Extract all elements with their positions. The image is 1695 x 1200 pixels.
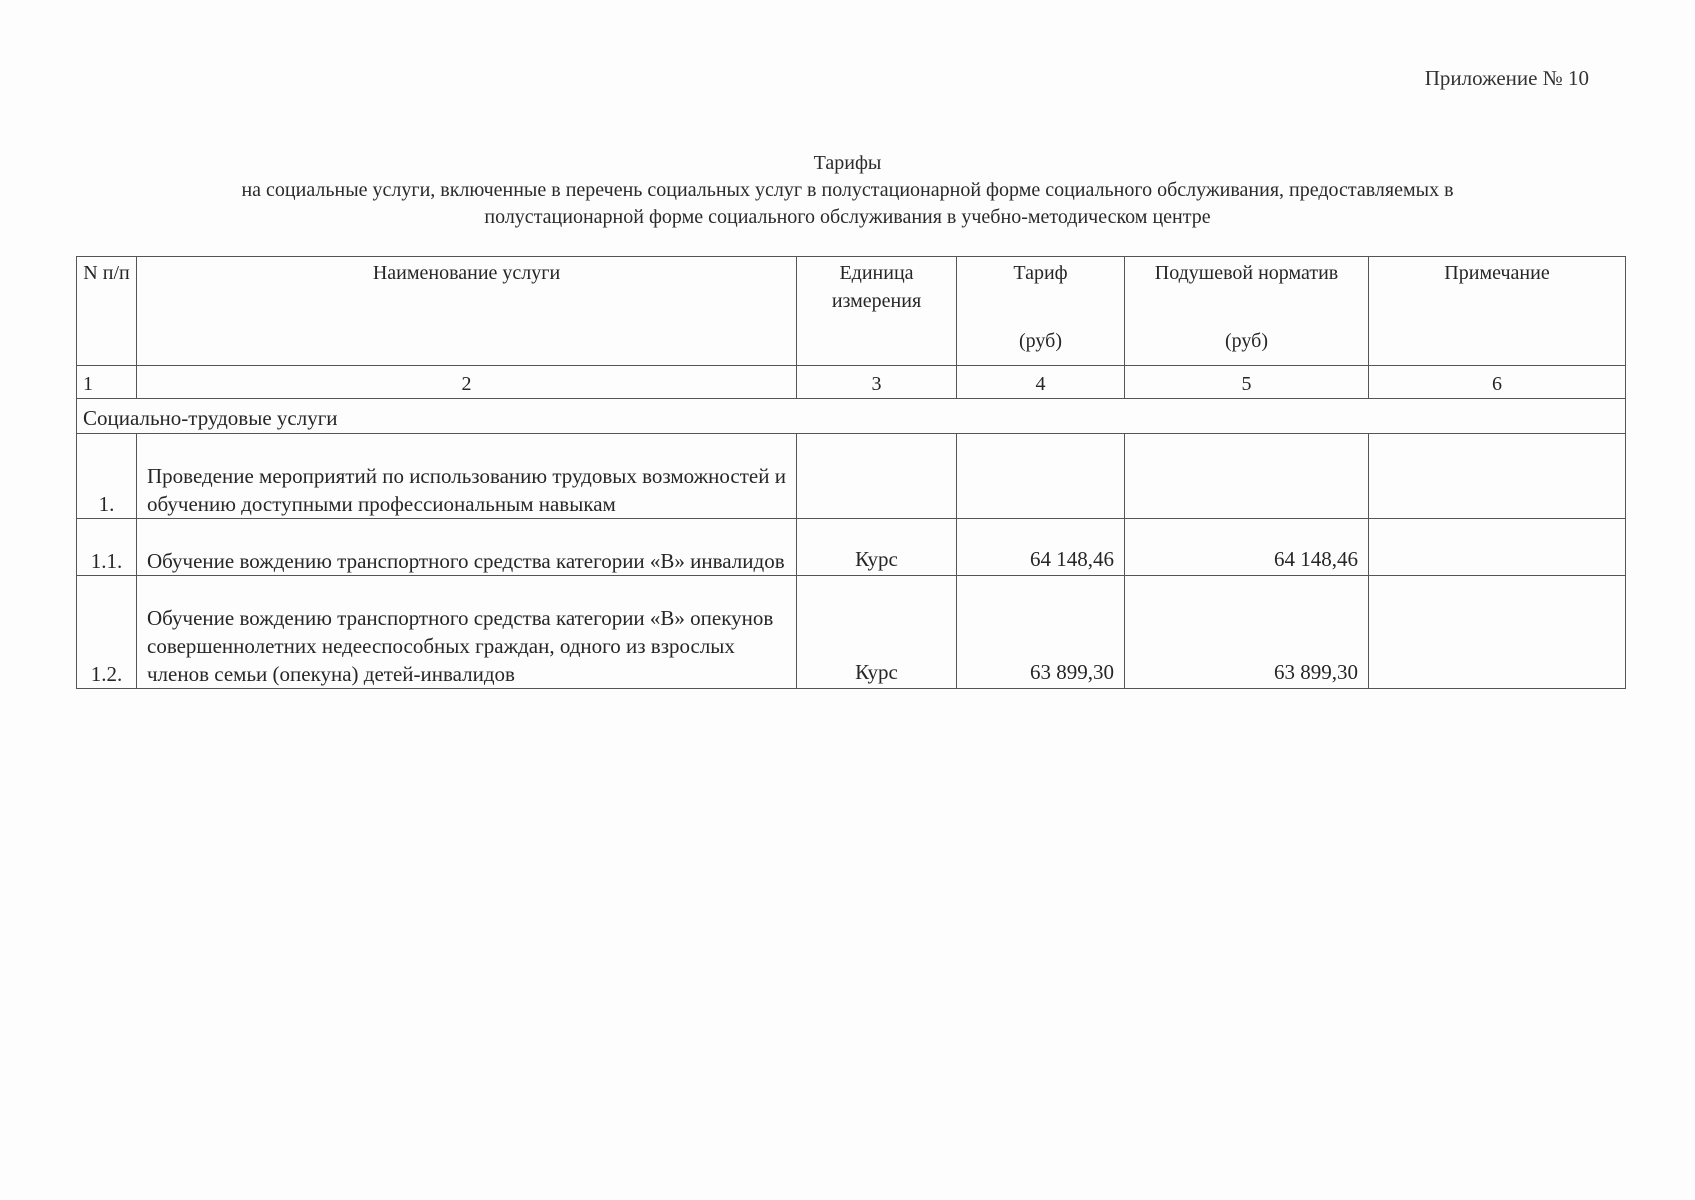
service-norm: 64 148,46	[1125, 519, 1369, 576]
table-row	[77, 576, 1626, 689]
service-name: Обучение вождению транспортного средства категории «В» опекунов совершеннолетних недееспособных граждан, одного из взрослых членов семьи (опекуна) детей-инвалидов	[137, 576, 797, 689]
document-title	[100, 150, 1595, 231]
header-norm-unit: (руб)	[1225, 330, 1268, 352]
service-tariff: 64 148,46	[957, 519, 1125, 576]
service-norm	[1125, 434, 1369, 519]
service-tariff	[957, 434, 1125, 519]
service-norm: 63 899,30	[1125, 576, 1369, 689]
service-note	[1369, 519, 1626, 576]
column-numbers-row	[77, 366, 1626, 399]
header-norm-label: Подушевой норматив	[1154, 262, 1339, 284]
header-unit: Единица измерения	[797, 257, 957, 366]
service-note	[1369, 576, 1626, 689]
table-row	[77, 519, 1626, 576]
section-row	[77, 399, 1626, 434]
appendix-label: Приложение № 10	[1424, 66, 1589, 90]
title-line-1: Тарифы	[813, 152, 882, 174]
header-no: N п/п	[77, 257, 137, 366]
header-tariff	[957, 257, 1125, 366]
column-number: 5	[1125, 366, 1369, 399]
row-number: 1.1.	[77, 519, 137, 576]
header-tariff-unit: (руб)	[1019, 330, 1062, 352]
header-norm	[1125, 257, 1369, 366]
column-number: 3	[797, 366, 957, 399]
row-number: 1.2.	[77, 576, 137, 689]
service-tariff: 63 899,30	[957, 576, 1125, 689]
title-line-3: полустационарной форме социального обслуживания в учебно-методическом центре	[484, 206, 1211, 228]
row-number: 1.	[77, 434, 137, 519]
header-name: Наименование услуги	[137, 257, 797, 366]
column-number: 2	[137, 366, 797, 399]
header-note: Примечание	[1369, 257, 1626, 366]
header-tariff-label: Тариф	[1013, 262, 1068, 284]
service-name: Обучение вождению транспортного средства категории «В» инвалидов	[137, 519, 797, 576]
service-note	[1369, 434, 1626, 519]
table-header-row	[77, 257, 1626, 366]
column-number: 1	[77, 366, 137, 399]
service-name: Проведение мероприятий по использованию трудовых возможностей и обучению доступными профессиональным навыкам	[137, 434, 797, 519]
service-unit: Курс	[797, 576, 957, 689]
tariffs-table	[76, 256, 1626, 689]
table-row	[77, 434, 1626, 519]
column-number: 4	[957, 366, 1125, 399]
column-number: 6	[1369, 366, 1626, 399]
section-title: Социально-трудовые услуги	[77, 399, 1626, 434]
title-line-2: на социальные услуги, включенные в перечень социальных услуг в полустационарной форме социального обслуживания, предоставляемых в	[241, 179, 1454, 201]
service-unit: Курс	[797, 519, 957, 576]
service-unit	[797, 434, 957, 519]
